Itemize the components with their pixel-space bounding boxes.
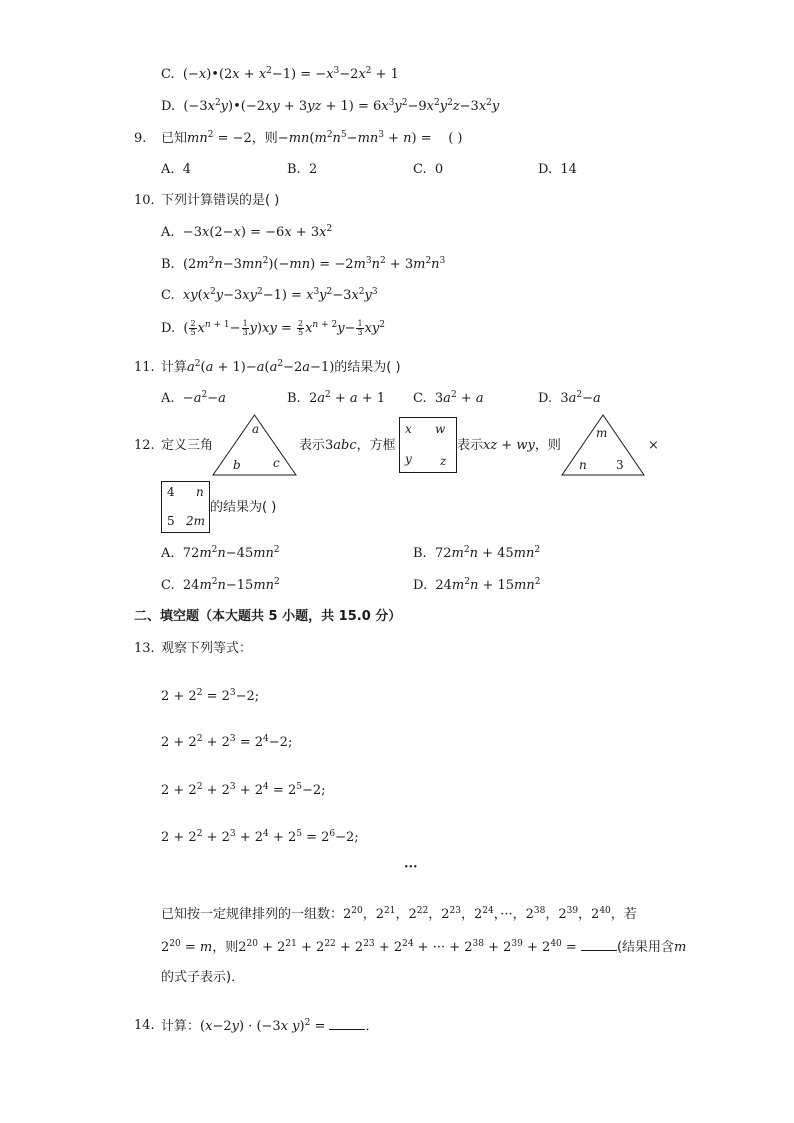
triangle-2-left: n — [579, 458, 587, 472]
q14-stem: 计算：(x−2y) · (−3x y)$^2$ = ． — [161, 1018, 379, 1034]
q10-option-c: C. $xy(x^2y-3xy^2-1) = x^3y^2-3x^2y^3$ — [161, 287, 378, 303]
triangle-diagram-1 — [212, 414, 297, 476]
q9-option-c: C. 0 — [413, 162, 444, 177]
q11-option-a: A. $-a^2-a$ — [161, 390, 226, 406]
q12-text-means-1: 表示3abc，方框 — [299, 438, 396, 453]
triangle-1-left: b — [233, 458, 241, 472]
q11-option-b: B. $2a^2 + a + 1$ — [287, 390, 386, 406]
box-1-br: z — [440, 454, 447, 468]
q12-text-define: 定义三角 — [161, 438, 214, 453]
q12-stem-end: 的结果为( ) — [210, 500, 277, 515]
q8-option-d: D. $(-3x^2y)•(-2xy + 3yz + 1) = 6x^3y^2-9x^2y^2z-3x^2y$ — [161, 98, 500, 114]
q12-text-means-2: 表示xz + wy，则 — [457, 438, 561, 453]
box-1-tl: x — [405, 422, 412, 436]
q14-number: 14. — [134, 1018, 155, 1033]
q10-option-b: B. $(2m^2n-3mn^2)(-mn) = -2m^3n^2 + 3m^2n^3$ — [161, 256, 446, 272]
q13-equation-2: $2 + 2^2 + 2^3 = 2^4-2$; — [161, 734, 293, 750]
triangle-1-top: a — [252, 422, 260, 436]
q13-question-line: $2^{20} = m$，则$2^{20} + 2^{21} + 2^{22} + 2^{23} + 2^{24}$ + ··· + $2^{38} + 2^{39} + 2^{40}$ = (结果用含m — [161, 939, 687, 955]
box-1-tr: w — [435, 422, 446, 436]
q13-tail-line: 的式子表示)． — [161, 970, 245, 985]
q10-option-a: A. $-3x(2-x) = -6x + 3x^2$ — [161, 224, 333, 240]
triangle-1-right: c — [273, 456, 280, 470]
q13-equation-4: $2 + 2^2 + 2^3 + 2^4 + 2^5 = 2^6-2$; — [161, 829, 359, 845]
box-2-tr: n — [196, 485, 204, 499]
q14-answer-blank[interactable] — [329, 1017, 365, 1030]
box-diagram-2 — [161, 481, 210, 533]
q9-option-b: B. 2 — [287, 162, 318, 177]
q12-option-c: C. $24m^2n-15mn^2$ — [161, 577, 280, 593]
triangle-2-top: m — [596, 426, 608, 440]
box-diagram-1 — [399, 417, 457, 473]
q11-stem: 计算$a^2(a + 1)-a(a^2-2a-1)$的结果为( ) — [161, 359, 401, 375]
q9-option-a: A. 4 — [161, 162, 192, 177]
q13-stem: 观察下列等式： — [161, 641, 253, 656]
q11-number: 11. — [134, 360, 155, 375]
q12-option-d: D. $24m^2n + 15mn^2$ — [413, 577, 541, 593]
box-2-tl: 4 — [167, 485, 175, 499]
q13-equation-3: $2 + 2^2 + 2^3 + 2^4 = 2^5-2$; — [161, 782, 326, 798]
triangle-2-shape — [561, 414, 645, 476]
q10-option-d: D. ( $\frac{2}{5}$ $x^{n + 1}-$ $\frac{1}{3}$ y)xy = $\frac{2}{5}$ $x^{n + 2}y-$ $\frac{1}{3}$ $xy^2$ — [161, 319, 385, 337]
q12-times-sign: × — [648, 438, 659, 453]
q13-equation-1: $2 + 2^2 = 2^3-2$; — [161, 688, 260, 704]
q10-stem: 下列计算错误的是( ) — [161, 193, 280, 208]
q13-ellipsis: ··· — [404, 860, 418, 875]
q13-given-line: 已知按一定规律排列的一组数：$2^{20}$，$2^{21}$，$2^{22}$，$2^{23}$，$2^{24}$，···，$2^{38}$，$2^{39}$，$2^{40}$，若 — [161, 906, 637, 922]
q12-option-b: B. $72m^2n + 45mn^2$ — [413, 545, 541, 561]
triangle-2-right: 3 — [616, 458, 624, 472]
q13-answer-blank[interactable] — [581, 938, 617, 951]
q12-number: 12. — [134, 438, 155, 453]
q11-option-c: C. $3a^2 + a$ — [413, 390, 484, 406]
box-2-bl: 5 — [167, 514, 175, 528]
box-2-br: 2m — [186, 514, 206, 528]
q9-option-d: D. 14 — [538, 162, 577, 177]
q10-number: 10. — [134, 193, 155, 208]
section-2-title: 二、填空题（本大题共 5 小题，共 15.0 分） — [134, 609, 402, 624]
box-1-bl: y — [405, 452, 412, 466]
q9-stem: 已知$mn^2 = -2$，则$-mn(m^2n^5-mn^3 + n)$ = ( ) — [161, 130, 463, 146]
q13-number: 13. — [134, 641, 155, 656]
q12-option-a: A. $72m^2n-45mn^2$ — [161, 545, 280, 561]
q8-option-c: C. (−x)•(2x + $x^2-1) = -x^3-2x^2 + 1$ — [161, 66, 399, 82]
q9-number: 9. — [134, 131, 147, 146]
q11-option-d: D. $3a^2-a$ — [538, 390, 601, 406]
triangle-diagram-2 — [561, 414, 645, 476]
